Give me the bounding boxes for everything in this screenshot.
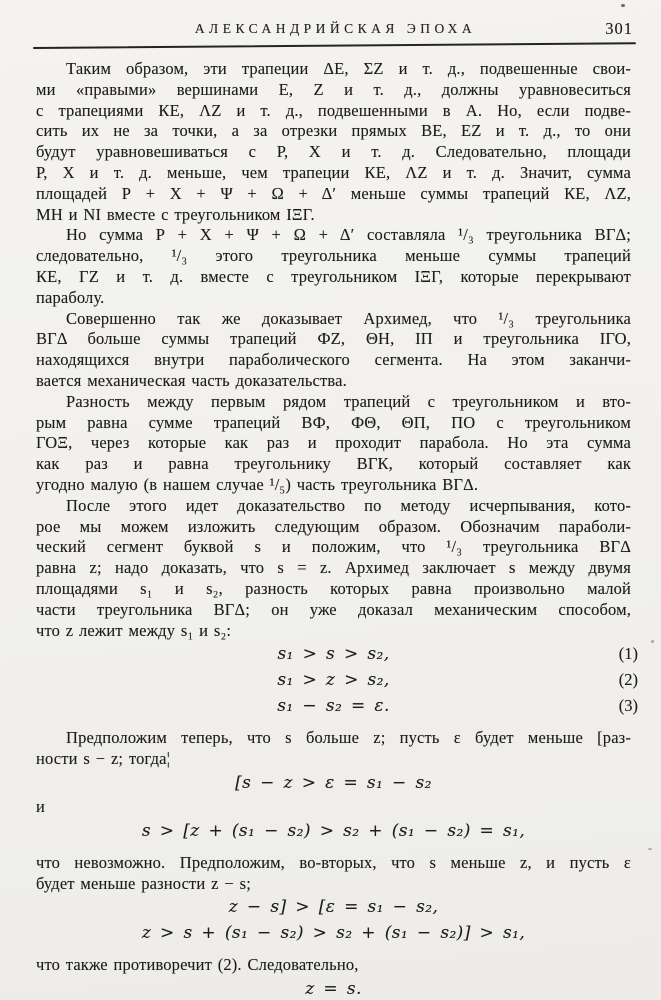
paragraph bbox=[36, 59, 631, 225]
text-line: МН и NI вместе с треугольником IΞГ. bbox=[36, 204, 315, 224]
text-line: следовательно, ¹/₃ этого треугольника меньше суммы трапеций bbox=[36, 246, 631, 266]
text-line: КЕ, ГZ и т. д. вместе с треугольником IΞГ, которые перекрывают bbox=[36, 266, 631, 286]
text-line: части треугольника ВГΔ; он уже доказал механическим способом, bbox=[36, 599, 631, 619]
equation-text: s₁ > z > s₂, bbox=[277, 670, 390, 691]
text-line: Таким образом, эти трапеции ΔЕ, ΣZ и т. д., подвешенные свои- bbox=[66, 59, 631, 78]
page-number: 301 bbox=[605, 19, 633, 38]
equation-text: s > [z + (s₁ − s₂) > s₂ + (s₁ − s₂) = s₁, bbox=[141, 820, 526, 841]
text-line: будут уравновешиваться с Р, Х и т. д. Следовательно, площади bbox=[36, 142, 631, 162]
text-line: ности s − z; тогда¦ bbox=[36, 749, 171, 769]
equation bbox=[36, 642, 638, 667]
equation-text: s₁ − s₂ = ε. bbox=[277, 696, 390, 717]
text-line: как раз и равна треугольнику ВГК, который составляет как bbox=[36, 454, 631, 474]
equation-number: (3) bbox=[618, 696, 638, 716]
equation bbox=[36, 819, 631, 844]
equation-number: (2) bbox=[618, 670, 638, 690]
equation bbox=[36, 694, 638, 719]
text-line: ческий сегмент буквой s и положим, что ¹/₃ треугольника ВГΔ bbox=[36, 537, 631, 557]
text-line: рым равна сумме трапеций ВФ, ФΘ, ΘП, ПО с треугольником bbox=[36, 412, 631, 432]
equation bbox=[36, 921, 631, 946]
text-line: После этого идет доказательство по методу исчерпывания, кото- bbox=[66, 495, 631, 515]
equation bbox=[36, 977, 631, 1000]
paragraph bbox=[36, 797, 631, 818]
paragraph bbox=[36, 225, 631, 308]
text-line: будет меньше разности z − s; bbox=[36, 873, 251, 893]
text-line: что z лежит между s₁ и s₂: bbox=[36, 620, 232, 640]
equation bbox=[36, 895, 631, 920]
equation bbox=[36, 668, 638, 693]
running-title: АЛЕКСАНДРИЙСКАЯ ЭПОХА bbox=[194, 21, 477, 36]
text-line: Разность между первым рядом трапеций с треугольником и вто- bbox=[66, 391, 631, 411]
text-line: ГОΞ, через которые как раз и проходит парабола. Но эта сумма bbox=[36, 433, 631, 453]
header-rule bbox=[33, 42, 636, 49]
text-line: ми «правыми» вершинами Е, Z и т. д., должны уравновеситься bbox=[36, 79, 631, 99]
text-line: рое мы можем изложить следующим образом. Обозначим параболи- bbox=[36, 516, 631, 536]
text-line: и bbox=[36, 796, 45, 816]
scan-artifact bbox=[648, 848, 652, 850]
page-content bbox=[36, 59, 638, 1000]
page-header bbox=[36, 21, 635, 41]
text-line: что невозможно. Предположим, во-вторых, что s меньше z, и пусть ε bbox=[36, 852, 631, 872]
text-line: вается механическая часть доказательства. bbox=[36, 370, 347, 390]
text-line: Р, Х и т. д. меньше, чем трапеции КЕ, ΛZ и т. д. Значит, сумма bbox=[36, 162, 631, 182]
text-line: площадей Р + Х + Ψ + Ω + Δ′ меньше суммы трапеций КЕ, ΛZ, bbox=[36, 183, 631, 203]
text-line: равна z; надо доказать, что s = z. Архимед заключает s между двумя bbox=[36, 558, 631, 578]
equation-text: z = s. bbox=[305, 979, 362, 1000]
text-line: Предположим теперь, что s больше z; пусть ε будет меньше [раз- bbox=[66, 728, 631, 748]
paragraph bbox=[36, 309, 631, 392]
scan-artifact bbox=[651, 640, 654, 643]
text-line: площадями s₁ и s₂, разность которых равна произвольно малой bbox=[36, 578, 631, 598]
equation-text: z − s] > [ε = s₁ − s₂, bbox=[228, 897, 439, 918]
text-line: находящихся внутри параболического сегмента. На этом заканчи- bbox=[36, 350, 631, 370]
equation-text: s₁ > s > s₂, bbox=[277, 644, 390, 665]
equation-number: (1) bbox=[618, 644, 638, 664]
text-line: ВГΔ больше суммы трапеций ФZ, ΘН, IП и треугольника IГО, bbox=[36, 329, 631, 349]
paragraph bbox=[36, 496, 631, 642]
paragraph bbox=[36, 728, 631, 770]
scan-artifact bbox=[621, 4, 625, 7]
text-line: Но сумма Р + Х + Ψ + Ω + Δ′ составляла ¹/₃ треугольника ВГΔ; bbox=[66, 225, 631, 245]
text-line: сить их не за точки, а за отрезки прямых ВЕ, EZ и т. д., то они bbox=[36, 121, 631, 141]
text-line: угодно малую (в нашем случае ¹/₅) часть треугольника ВГΔ. bbox=[36, 474, 479, 494]
paragraph bbox=[36, 853, 631, 895]
text-line: параболу. bbox=[36, 287, 105, 307]
equation-text: [s − z > ε = s₁ − s₂ bbox=[235, 772, 432, 793]
paragraph bbox=[36, 392, 631, 496]
paragraph bbox=[36, 955, 631, 976]
text-line: что также противоречит (2). Следовательно, bbox=[36, 955, 359, 975]
text-line: Совершенно так же доказывает Архимед, что ¹/₃ треугольника bbox=[66, 308, 631, 328]
equation bbox=[36, 771, 631, 796]
equation-text: z > s + (s₁ − s₂) > s₂ + (s₁ − s₂)] > s₁, bbox=[141, 923, 526, 944]
text-line: с трапециями КЕ, ΛZ и т. д., подвешенными в А. Но, если подве- bbox=[36, 100, 631, 120]
